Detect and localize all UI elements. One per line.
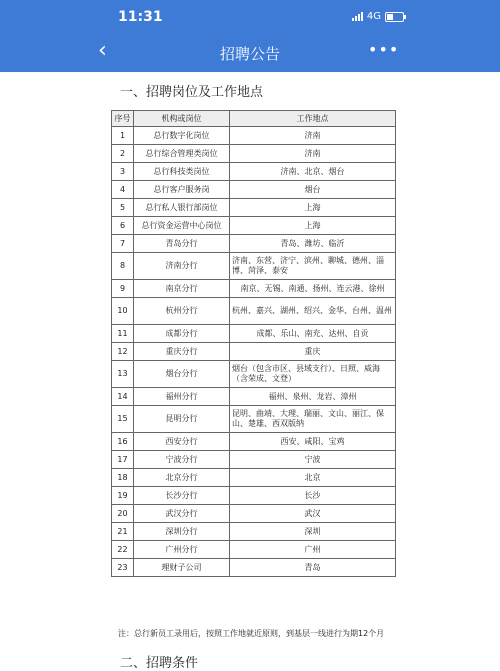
- cell-organization: 总行资金运营中心岗位: [134, 217, 230, 235]
- recruitment-table: [111, 110, 396, 577]
- cell-location: 宁波: [230, 451, 396, 469]
- cell-organization: 总行私人银行部岗位: [134, 199, 230, 217]
- cell-location: 烟台（包含市区、县域支行）、日照、威海（含荣成、文登）: [230, 361, 396, 388]
- cell-organization: 杭州分行: [134, 298, 230, 325]
- cell-organization: 青岛分行: [134, 235, 230, 253]
- cell-organization: 理财子公司: [134, 559, 230, 577]
- table-row: [112, 181, 396, 199]
- table-row: [112, 469, 396, 487]
- cell-organization: 深圳分行: [134, 523, 230, 541]
- cell-number: 9: [112, 280, 134, 298]
- battery-icon: [385, 12, 404, 22]
- cell-location: 济南: [230, 145, 396, 163]
- table-row: [112, 559, 396, 577]
- cell-organization: 长沙分行: [134, 487, 230, 505]
- table-row: [112, 163, 396, 181]
- cell-organization: 总行数字化岗位: [134, 127, 230, 145]
- cell-number: 14: [112, 388, 134, 406]
- section-heading-requirements: 二、招聘条件: [120, 656, 199, 671]
- status-indicators: [352, 11, 404, 22]
- network-label: 4G: [366, 11, 381, 22]
- status-time: 11:31: [118, 9, 163, 25]
- cell-location: 武汉: [230, 505, 396, 523]
- table-row: [112, 235, 396, 253]
- header-location: 工作地点: [230, 111, 396, 127]
- cell-location: 上海: [230, 217, 396, 235]
- cell-number: 22: [112, 541, 134, 559]
- cell-organization: 北京分行: [134, 469, 230, 487]
- cell-location: 长沙: [230, 487, 396, 505]
- cell-number: 7: [112, 235, 134, 253]
- cell-organization: 宁波分行: [134, 451, 230, 469]
- table-header-row: [112, 111, 396, 127]
- cell-number: 4: [112, 181, 134, 199]
- cell-location: 杭州、嘉兴、湖州、绍兴、金华、台州、温州: [230, 298, 396, 325]
- cell-number: 11: [112, 325, 134, 343]
- table-row: [112, 406, 396, 433]
- cell-location: 重庆: [230, 343, 396, 361]
- cell-location: 福州、泉州、龙岩、漳州: [230, 388, 396, 406]
- cell-number: 2: [112, 145, 134, 163]
- table-row: [112, 127, 396, 145]
- cell-organization: 烟台分行: [134, 361, 230, 388]
- cell-number: 12: [112, 343, 134, 361]
- header-organization: 机构或岗位: [134, 111, 230, 127]
- cell-location: 南京、无锡、南通、扬州、连云港、徐州: [230, 280, 396, 298]
- cell-location: 昆明、曲靖、大理、瑞丽、文山、丽江、保山、楚雄、西双版纳: [230, 406, 396, 433]
- cell-organization: 重庆分行: [134, 343, 230, 361]
- cell-number: 10: [112, 298, 134, 325]
- cell-organization: 西安分行: [134, 433, 230, 451]
- cell-location: 西安、咸阳、宝鸡: [230, 433, 396, 451]
- cell-organization: 福州分行: [134, 388, 230, 406]
- cell-number: 21: [112, 523, 134, 541]
- table-row: [112, 487, 396, 505]
- section-heading-positions: 一、招聘岗位及工作地点: [120, 85, 264, 100]
- cell-number: 19: [112, 487, 134, 505]
- cell-number: 8: [112, 253, 134, 280]
- table-row: [112, 253, 396, 280]
- cell-organization: 昆明分行: [134, 406, 230, 433]
- table-row: [112, 523, 396, 541]
- cell-number: 3: [112, 163, 134, 181]
- cell-number: 6: [112, 217, 134, 235]
- cell-organization: 济南分行: [134, 253, 230, 280]
- cell-number: 20: [112, 505, 134, 523]
- table-body: [112, 127, 396, 577]
- cell-number: 5: [112, 199, 134, 217]
- cell-location: 成都、乐山、南充、达州、自贡: [230, 325, 396, 343]
- cell-location: 上海: [230, 199, 396, 217]
- cell-location: 济南、北京、烟台: [230, 163, 396, 181]
- nav-bar: [0, 32, 500, 72]
- table-row: [112, 217, 396, 235]
- cell-location: 广州: [230, 541, 396, 559]
- status-bar: [0, 0, 500, 32]
- cell-location: 烟台: [230, 181, 396, 199]
- cell-location: 北京: [230, 469, 396, 487]
- cell-location: 青岛、潍坊、临沂: [230, 235, 396, 253]
- table-row: [112, 298, 396, 325]
- cell-number: 16: [112, 433, 134, 451]
- table-row: [112, 199, 396, 217]
- table-row: [112, 541, 396, 559]
- table-row: [112, 145, 396, 163]
- cell-number: 15: [112, 406, 134, 433]
- footnote: 注：总行新员工录用后，按照工作地就近原则，到基层一线进行为期12个月: [118, 629, 385, 638]
- cell-number: 1: [112, 127, 134, 145]
- table-row: [112, 361, 396, 388]
- table-row: [112, 451, 396, 469]
- signal-icon: [352, 12, 363, 21]
- cell-location: 济南: [230, 127, 396, 145]
- cell-number: 18: [112, 469, 134, 487]
- cell-organization: 成都分行: [134, 325, 230, 343]
- cell-number: 13: [112, 361, 134, 388]
- table-row: [112, 343, 396, 361]
- header-number: 序号: [112, 111, 134, 127]
- cell-organization: 总行综合管理类岗位: [134, 145, 230, 163]
- cell-organization: 广州分行: [134, 541, 230, 559]
- cell-organization: 总行客户服务岗: [134, 181, 230, 199]
- cell-location: 深圳: [230, 523, 396, 541]
- cell-location: 青岛: [230, 559, 396, 577]
- table-row: [112, 433, 396, 451]
- cell-number: 17: [112, 451, 134, 469]
- table-row: [112, 505, 396, 523]
- cell-organization: 南京分行: [134, 280, 230, 298]
- back-icon[interactable]: ‹: [98, 38, 107, 63]
- cell-number: 23: [112, 559, 134, 577]
- page-title: 招聘公告: [219, 45, 280, 63]
- table-row: [112, 280, 396, 298]
- cell-organization: 武汉分行: [134, 505, 230, 523]
- more-options-icon[interactable]: •••: [368, 40, 400, 59]
- table-row: [112, 325, 396, 343]
- cell-location: 济南、东营、济宁、滨州、聊城、德州、淄博、菏泽、泰安: [230, 253, 396, 280]
- cell-organization: 总行科技类岗位: [134, 163, 230, 181]
- table-row: [112, 388, 396, 406]
